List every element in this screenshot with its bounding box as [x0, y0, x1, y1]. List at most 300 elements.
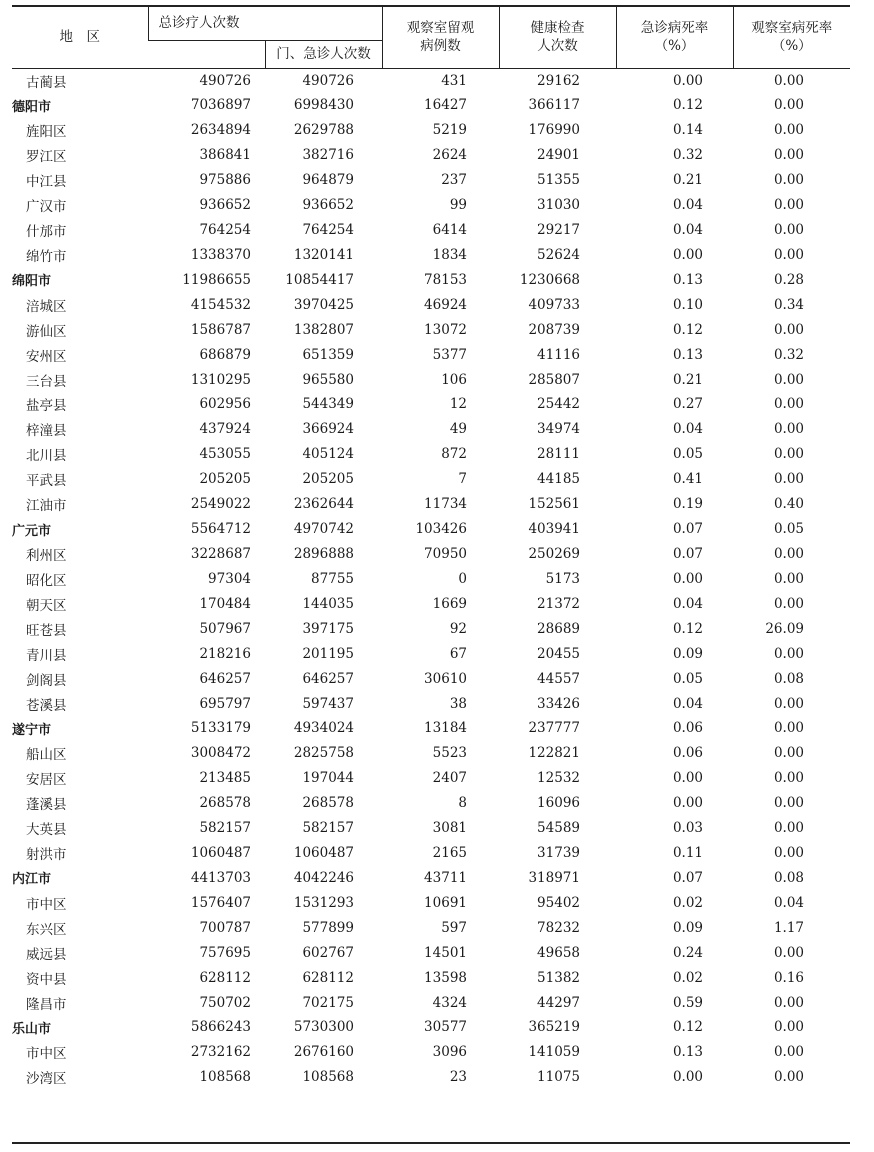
region-name: 广汉市 — [26, 199, 67, 216]
health-checkups-cell: 208739 — [528, 321, 580, 338]
health-checkups-cell: 152561 — [528, 496, 580, 513]
observation-mortality-cell: 0.00 — [773, 396, 804, 413]
outpatient-emergency-cell: 2629788 — [293, 122, 354, 139]
region-name: 昭化区 — [26, 572, 67, 589]
emergency-mortality-cell: 0.09 — [672, 919, 703, 936]
table-row — [12, 566, 850, 591]
emergency-mortality-cell: 0.02 — [672, 894, 703, 911]
total-visits-cell: 686879 — [199, 346, 251, 363]
outpatient-emergency-cell: 764254 — [302, 221, 354, 238]
outpatient-emergency-cell: 597437 — [302, 695, 354, 712]
health-checkups-cell: 11075 — [537, 1069, 580, 1086]
health-checkups-cell: 122821 — [528, 745, 580, 762]
emergency-mortality-cell: 0.04 — [672, 197, 703, 214]
header-emergency-mortality: 急诊病死率 （%） — [616, 6, 733, 68]
observation-mortality-cell: 0.00 — [773, 172, 804, 189]
observation-cases-cell: 1669 — [432, 595, 467, 612]
total-visits-cell: 4413703 — [190, 869, 251, 886]
table-row — [12, 542, 850, 567]
total-visits-cell: 3228687 — [190, 545, 251, 562]
total-visits-cell: 582157 — [199, 820, 251, 837]
total-visits-cell: 5564712 — [190, 521, 251, 538]
health-checkups-cell: 5173 — [545, 570, 580, 587]
region-name: 资中县 — [26, 971, 67, 988]
observation-cases-cell: 99 — [449, 197, 467, 214]
table-row-city — [12, 267, 850, 292]
table-row — [12, 442, 850, 467]
total-visits-cell: 218216 — [199, 645, 251, 662]
observation-cases-cell: 0 — [458, 570, 467, 587]
observation-cases-cell: 6414 — [432, 221, 467, 238]
observation-mortality-cell: 0.00 — [773, 944, 804, 961]
outpatient-emergency-cell: 87755 — [311, 570, 354, 587]
outpatient-emergency-cell: 651359 — [302, 346, 354, 363]
table-row — [12, 218, 850, 243]
table-row — [12, 741, 850, 766]
total-visits-cell: 2732162 — [190, 1044, 251, 1061]
region-name: 什邡市 — [26, 223, 67, 240]
health-checkups-cell: 54589 — [537, 820, 580, 837]
total-visits-cell: 646257 — [199, 670, 251, 687]
observation-mortality-cell: 0.00 — [773, 745, 804, 762]
total-visits-cell: 97304 — [208, 570, 251, 587]
table-header — [12, 6, 850, 68]
health-checkups-cell: 176990 — [528, 122, 580, 139]
observation-cases-cell: 49 — [449, 421, 467, 438]
region-name: 射洪市 — [26, 847, 67, 864]
region-name: 涪城区 — [26, 298, 67, 315]
total-visits-cell: 1060487 — [190, 845, 251, 862]
observation-mortality-cell: 0.00 — [773, 1019, 804, 1036]
emergency-mortality-cell: 0.13 — [672, 271, 703, 288]
observation-cases-cell: 70950 — [424, 545, 467, 562]
emergency-mortality-cell: 0.00 — [672, 1069, 703, 1086]
health-checkups-cell: 44557 — [537, 670, 580, 687]
observation-cases-cell: 3081 — [432, 820, 467, 837]
observation-mortality-cell: 0.00 — [773, 795, 804, 812]
observation-mortality-cell: 0.00 — [773, 421, 804, 438]
table-row — [12, 915, 850, 940]
observation-cases-cell: 67 — [449, 645, 467, 662]
health-checkups-cell: 365219 — [528, 1019, 580, 1036]
table-row-city — [12, 716, 850, 741]
observation-cases-cell: 237 — [441, 172, 467, 189]
outpatient-emergency-cell: 366924 — [302, 421, 354, 438]
observation-cases-cell: 13184 — [424, 720, 467, 737]
header-outpatient-emergency: 门、急诊人次数 — [265, 40, 382, 68]
health-checkups-cell: 51355 — [537, 172, 580, 189]
region-name: 沙湾区 — [26, 1071, 67, 1088]
table-row-city — [12, 93, 850, 118]
health-checkups-cell: 285807 — [528, 371, 580, 388]
total-visits-cell: 1310295 — [190, 371, 251, 388]
emergency-mortality-cell: 0.00 — [672, 72, 703, 89]
total-visits-cell: 628112 — [199, 969, 251, 986]
outpatient-emergency-cell: 108568 — [302, 1069, 354, 1086]
table-row — [12, 940, 850, 965]
region-name: 德阳市 — [12, 99, 52, 115]
emergency-mortality-cell: 0.12 — [672, 321, 703, 338]
health-checkups-cell: 250269 — [528, 545, 580, 562]
observation-cases-cell: 30577 — [424, 1019, 467, 1036]
table-row — [12, 890, 850, 915]
table-row — [12, 143, 850, 168]
emergency-mortality-cell: 0.11 — [672, 845, 703, 862]
observation-cases-cell: 30610 — [424, 670, 467, 687]
total-visits-cell: 2634894 — [190, 122, 251, 139]
observation-mortality-cell: 0.32 — [773, 346, 804, 363]
emergency-mortality-cell: 0.04 — [672, 595, 703, 612]
table-row-city — [12, 866, 850, 891]
region-name: 绵阳市 — [12, 274, 52, 290]
total-visits-cell: 975886 — [199, 172, 251, 189]
observation-cases-cell: 431 — [441, 72, 467, 89]
total-visits-cell: 936652 — [199, 197, 251, 214]
region-name: 旌阳区 — [26, 124, 67, 141]
region-name: 朝天区 — [26, 597, 67, 614]
table-row — [12, 965, 850, 990]
observation-mortality-cell: 0.00 — [773, 994, 804, 1011]
region-name: 青川县 — [26, 647, 67, 664]
health-checkups-cell: 409733 — [528, 296, 580, 313]
health-checkups-cell: 44297 — [537, 994, 580, 1011]
observation-cases-cell: 2624 — [432, 147, 467, 164]
outpatient-emergency-cell: 2896888 — [293, 545, 354, 562]
outpatient-emergency-cell: 602767 — [302, 944, 354, 961]
health-checkups-cell: 1230668 — [519, 271, 580, 288]
emergency-mortality-cell: 0.06 — [672, 720, 703, 737]
region-name: 威远县 — [26, 946, 67, 963]
emergency-mortality-cell: 0.04 — [672, 221, 703, 238]
total-visits-cell: 268578 — [199, 795, 251, 812]
health-checkups-cell: 28111 — [537, 446, 580, 463]
region-name: 市中区 — [26, 1046, 67, 1063]
table-row — [12, 691, 850, 716]
emergency-mortality-cell: 0.12 — [672, 1019, 703, 1036]
region-name: 剑阁县 — [26, 672, 67, 689]
emergency-mortality-cell: 0.07 — [672, 869, 703, 886]
observation-mortality-cell: 0.00 — [773, 197, 804, 214]
table-row — [12, 118, 850, 143]
observation-mortality-cell: 0.08 — [773, 670, 804, 687]
health-checkups-cell: 21372 — [537, 595, 580, 612]
outpatient-emergency-cell: 10854417 — [285, 271, 354, 288]
observation-cases-cell: 103426 — [415, 521, 467, 538]
observation-mortality-cell: 0.34 — [773, 296, 804, 313]
observation-mortality-cell: 26.09 — [765, 620, 804, 637]
total-visits-cell: 602956 — [199, 396, 251, 413]
observation-mortality-cell: 0.00 — [773, 820, 804, 837]
observation-mortality-cell: 0.00 — [773, 221, 804, 238]
emergency-mortality-cell: 0.04 — [672, 695, 703, 712]
total-visits-cell: 750702 — [199, 994, 251, 1011]
outpatient-emergency-cell: 936652 — [302, 197, 354, 214]
health-checkups-cell: 16096 — [537, 795, 580, 812]
emergency-mortality-cell: 0.03 — [672, 820, 703, 837]
health-checkups-cell: 31739 — [537, 845, 580, 862]
region-name: 内江市 — [12, 872, 52, 888]
region-name: 乐山市 — [12, 1021, 52, 1037]
region-name: 绵竹市 — [26, 248, 67, 265]
emergency-mortality-cell: 0.00 — [672, 246, 703, 263]
observation-mortality-cell: 0.00 — [773, 595, 804, 612]
table-row — [12, 417, 850, 442]
emergency-mortality-cell: 0.05 — [672, 446, 703, 463]
header-observation-mortality: 观察室病死率 （%） — [733, 6, 850, 68]
header-observation-cases: 观察室留观 病例数 — [382, 6, 499, 68]
total-visits-cell: 5133179 — [190, 720, 251, 737]
health-checkups-cell: 51382 — [537, 969, 580, 986]
observation-cases-cell: 3096 — [432, 1044, 467, 1061]
total-visits-cell: 7036897 — [190, 97, 251, 114]
outpatient-emergency-cell: 1060487 — [293, 845, 354, 862]
emergency-mortality-cell: 0.59 — [672, 994, 703, 1011]
table-body — [12, 68, 850, 1090]
health-checkups-cell: 141059 — [528, 1044, 580, 1061]
outpatient-emergency-cell: 2676160 — [293, 1044, 354, 1061]
region-name: 利州区 — [26, 547, 67, 564]
table-row — [12, 392, 850, 417]
health-checkups-cell: 403941 — [528, 521, 580, 538]
observation-mortality-cell: 1.17 — [773, 919, 804, 936]
table-bottom-rule — [12, 1142, 850, 1144]
total-visits-cell: 4154532 — [190, 296, 251, 313]
outpatient-emergency-cell: 405124 — [302, 446, 354, 463]
observation-cases-cell: 12 — [449, 396, 467, 413]
outpatient-emergency-cell: 490726 — [302, 72, 354, 89]
table-row — [12, 816, 850, 841]
table-row-city — [12, 517, 850, 542]
outpatient-emergency-cell: 4042246 — [293, 869, 354, 886]
header-health-checkups: 健康检查 人次数 — [499, 6, 616, 68]
observation-cases-cell: 78153 — [424, 271, 467, 288]
region-name: 北川县 — [26, 448, 67, 465]
outpatient-emergency-cell: 964879 — [302, 172, 354, 189]
health-checkups-cell: 31030 — [537, 197, 580, 214]
observation-mortality-cell: 0.00 — [773, 1044, 804, 1061]
emergency-mortality-cell: 0.21 — [672, 172, 703, 189]
observation-cases-cell: 38 — [449, 695, 467, 712]
outpatient-emergency-cell: 144035 — [302, 595, 354, 612]
header-total-visits: 总诊疗人次数 — [148, 6, 382, 40]
observation-mortality-cell: 0.00 — [773, 371, 804, 388]
region-name: 旺苍县 — [26, 622, 67, 639]
emergency-mortality-cell: 0.24 — [672, 944, 703, 961]
observation-mortality-cell: 0.00 — [773, 545, 804, 562]
total-visits-cell: 11986655 — [182, 271, 251, 288]
header-region: 地 区 — [59, 29, 100, 46]
health-checkups-cell: 49658 — [537, 944, 580, 961]
outpatient-emergency-cell: 397175 — [302, 620, 354, 637]
table-row — [12, 168, 850, 193]
outpatient-emergency-cell: 646257 — [302, 670, 354, 687]
observation-mortality-cell: 0.00 — [773, 695, 804, 712]
observation-cases-cell: 106 — [441, 371, 467, 388]
health-checkups-cell: 95402 — [537, 894, 580, 911]
observation-cases-cell: 10691 — [424, 894, 467, 911]
region-name: 游仙区 — [26, 323, 67, 340]
total-visits-cell: 2549022 — [190, 496, 251, 513]
outpatient-emergency-cell: 965580 — [302, 371, 354, 388]
table-row — [12, 616, 850, 641]
observation-cases-cell: 46924 — [424, 296, 467, 313]
observation-mortality-cell: 0.16 — [773, 969, 804, 986]
outpatient-emergency-cell: 582157 — [302, 820, 354, 837]
emergency-mortality-cell: 0.41 — [672, 471, 703, 488]
observation-mortality-cell: 0.00 — [773, 770, 804, 787]
total-visits-cell: 453055 — [199, 446, 251, 463]
emergency-mortality-cell: 0.07 — [672, 521, 703, 538]
total-visits-cell: 437924 — [199, 421, 251, 438]
table-row — [12, 1065, 850, 1090]
table-row — [12, 342, 850, 367]
observation-cases-cell: 13598 — [424, 969, 467, 986]
observation-mortality-cell: 0.00 — [773, 122, 804, 139]
region-name: 大英县 — [26, 822, 67, 839]
outpatient-emergency-cell: 2362644 — [293, 496, 354, 513]
outpatient-emergency-cell: 544349 — [302, 396, 354, 413]
outpatient-emergency-cell: 5730300 — [293, 1019, 354, 1036]
observation-cases-cell: 8 — [458, 795, 467, 812]
observation-mortality-cell: 0.00 — [773, 570, 804, 587]
emergency-mortality-cell: 0.00 — [672, 795, 703, 812]
health-checkups-cell: 34974 — [537, 421, 580, 438]
outpatient-emergency-cell: 382716 — [302, 147, 354, 164]
table-row — [12, 1040, 850, 1065]
table-row — [12, 841, 850, 866]
health-checkups-cell: 41116 — [537, 346, 580, 363]
observation-mortality-cell: 0.00 — [773, 720, 804, 737]
table-row — [12, 193, 850, 218]
emergency-mortality-cell: 0.09 — [672, 645, 703, 662]
region-name: 安州区 — [26, 348, 67, 365]
health-checkups-cell: 28689 — [537, 620, 580, 637]
observation-mortality-cell: 0.00 — [773, 845, 804, 862]
outpatient-emergency-cell: 4934024 — [293, 720, 354, 737]
observation-cases-cell: 14501 — [424, 944, 467, 961]
outpatient-emergency-cell: 4970742 — [293, 521, 354, 538]
table-row — [12, 990, 850, 1015]
observation-mortality-cell: 0.04 — [773, 894, 804, 911]
region-name: 蓬溪县 — [26, 797, 67, 814]
health-checkups-cell: 12532 — [537, 770, 580, 787]
emergency-mortality-cell: 0.00 — [672, 770, 703, 787]
emergency-mortality-cell: 0.14 — [672, 122, 703, 139]
observation-cases-cell: 2165 — [432, 845, 467, 862]
total-visits-cell: 700787 — [199, 919, 251, 936]
table-row — [12, 68, 850, 93]
observation-cases-cell: 5219 — [432, 122, 467, 139]
region-name: 三台县 — [26, 373, 67, 390]
table-row — [12, 467, 850, 492]
observation-cases-cell: 23 — [449, 1069, 467, 1086]
emergency-mortality-cell: 0.00 — [672, 570, 703, 587]
health-checkups-cell: 29217 — [537, 221, 580, 238]
region-name: 苍溪县 — [26, 697, 67, 714]
table-row — [12, 766, 850, 791]
table-row — [12, 666, 850, 691]
region-name: 中江县 — [26, 174, 67, 191]
emergency-mortality-cell: 0.19 — [672, 496, 703, 513]
emergency-mortality-cell: 0.13 — [672, 346, 703, 363]
region-name: 广元市 — [12, 523, 52, 539]
health-checkups-cell: 33426 — [537, 695, 580, 712]
outpatient-emergency-cell: 1531293 — [293, 894, 354, 911]
total-visits-cell: 5866243 — [190, 1019, 251, 1036]
total-visits-cell: 490726 — [199, 72, 251, 89]
emergency-mortality-cell: 0.06 — [672, 745, 703, 762]
table-row — [12, 292, 850, 317]
emergency-mortality-cell: 0.05 — [672, 670, 703, 687]
table-row — [12, 492, 850, 517]
outpatient-emergency-cell: 205205 — [302, 471, 354, 488]
region-name: 船山区 — [26, 747, 67, 764]
observation-mortality-cell: 0.28 — [773, 271, 804, 288]
observation-cases-cell: 5523 — [432, 745, 467, 762]
emergency-mortality-cell: 0.02 — [672, 969, 703, 986]
outpatient-emergency-cell: 628112 — [302, 969, 354, 986]
statistics-table — [12, 5, 850, 1090]
total-visits-cell: 170484 — [199, 595, 251, 612]
health-checkups-cell: 237777 — [528, 720, 580, 737]
table-row — [12, 367, 850, 392]
outpatient-emergency-cell: 268578 — [302, 795, 354, 812]
table-row — [12, 242, 850, 267]
health-checkups-cell: 29162 — [537, 72, 580, 89]
observation-cases-cell: 4324 — [432, 994, 467, 1011]
region-name: 古蔺县 — [26, 74, 67, 91]
emergency-mortality-cell: 0.04 — [672, 421, 703, 438]
observation-mortality-cell: 0.00 — [773, 97, 804, 114]
observation-cases-cell: 2407 — [432, 770, 467, 787]
health-checkups-cell: 318971 — [528, 869, 580, 886]
observation-mortality-cell: 0.00 — [773, 147, 804, 164]
observation-cases-cell: 43711 — [424, 869, 467, 886]
outpatient-emergency-cell: 6998430 — [293, 97, 354, 114]
observation-cases-cell: 5377 — [432, 346, 467, 363]
region-name: 梓潼县 — [26, 423, 67, 440]
emergency-mortality-cell: 0.13 — [672, 1044, 703, 1061]
observation-mortality-cell: 0.00 — [773, 72, 804, 89]
observation-mortality-cell: 0.00 — [773, 321, 804, 338]
observation-cases-cell: 7 — [458, 471, 467, 488]
table-row-city — [12, 1015, 850, 1040]
observation-cases-cell: 597 — [441, 919, 467, 936]
total-visits-cell: 695797 — [199, 695, 251, 712]
observation-cases-cell: 16427 — [424, 97, 467, 114]
observation-mortality-cell: 0.00 — [773, 471, 804, 488]
total-visits-cell: 757695 — [199, 944, 251, 961]
outpatient-emergency-cell: 2825758 — [293, 745, 354, 762]
region-name: 罗江区 — [26, 149, 67, 166]
emergency-mortality-cell: 0.10 — [672, 296, 703, 313]
total-visits-cell: 1338370 — [190, 246, 251, 263]
region-name: 市中区 — [26, 896, 67, 913]
region-name: 盐亭县 — [26, 398, 67, 415]
table-row — [12, 791, 850, 816]
observation-cases-cell: 1834 — [432, 246, 467, 263]
observation-mortality-cell: 0.08 — [773, 869, 804, 886]
region-name: 隆昌市 — [26, 996, 67, 1013]
region-name: 东兴区 — [26, 921, 67, 938]
table-row — [12, 317, 850, 342]
outpatient-emergency-cell: 702175 — [302, 994, 354, 1011]
health-checkups-cell: 44185 — [537, 471, 580, 488]
observation-mortality-cell: 0.00 — [773, 645, 804, 662]
emergency-mortality-cell: 0.21 — [672, 371, 703, 388]
region-name: 江油市 — [26, 498, 67, 515]
observation-cases-cell: 13072 — [424, 321, 467, 338]
